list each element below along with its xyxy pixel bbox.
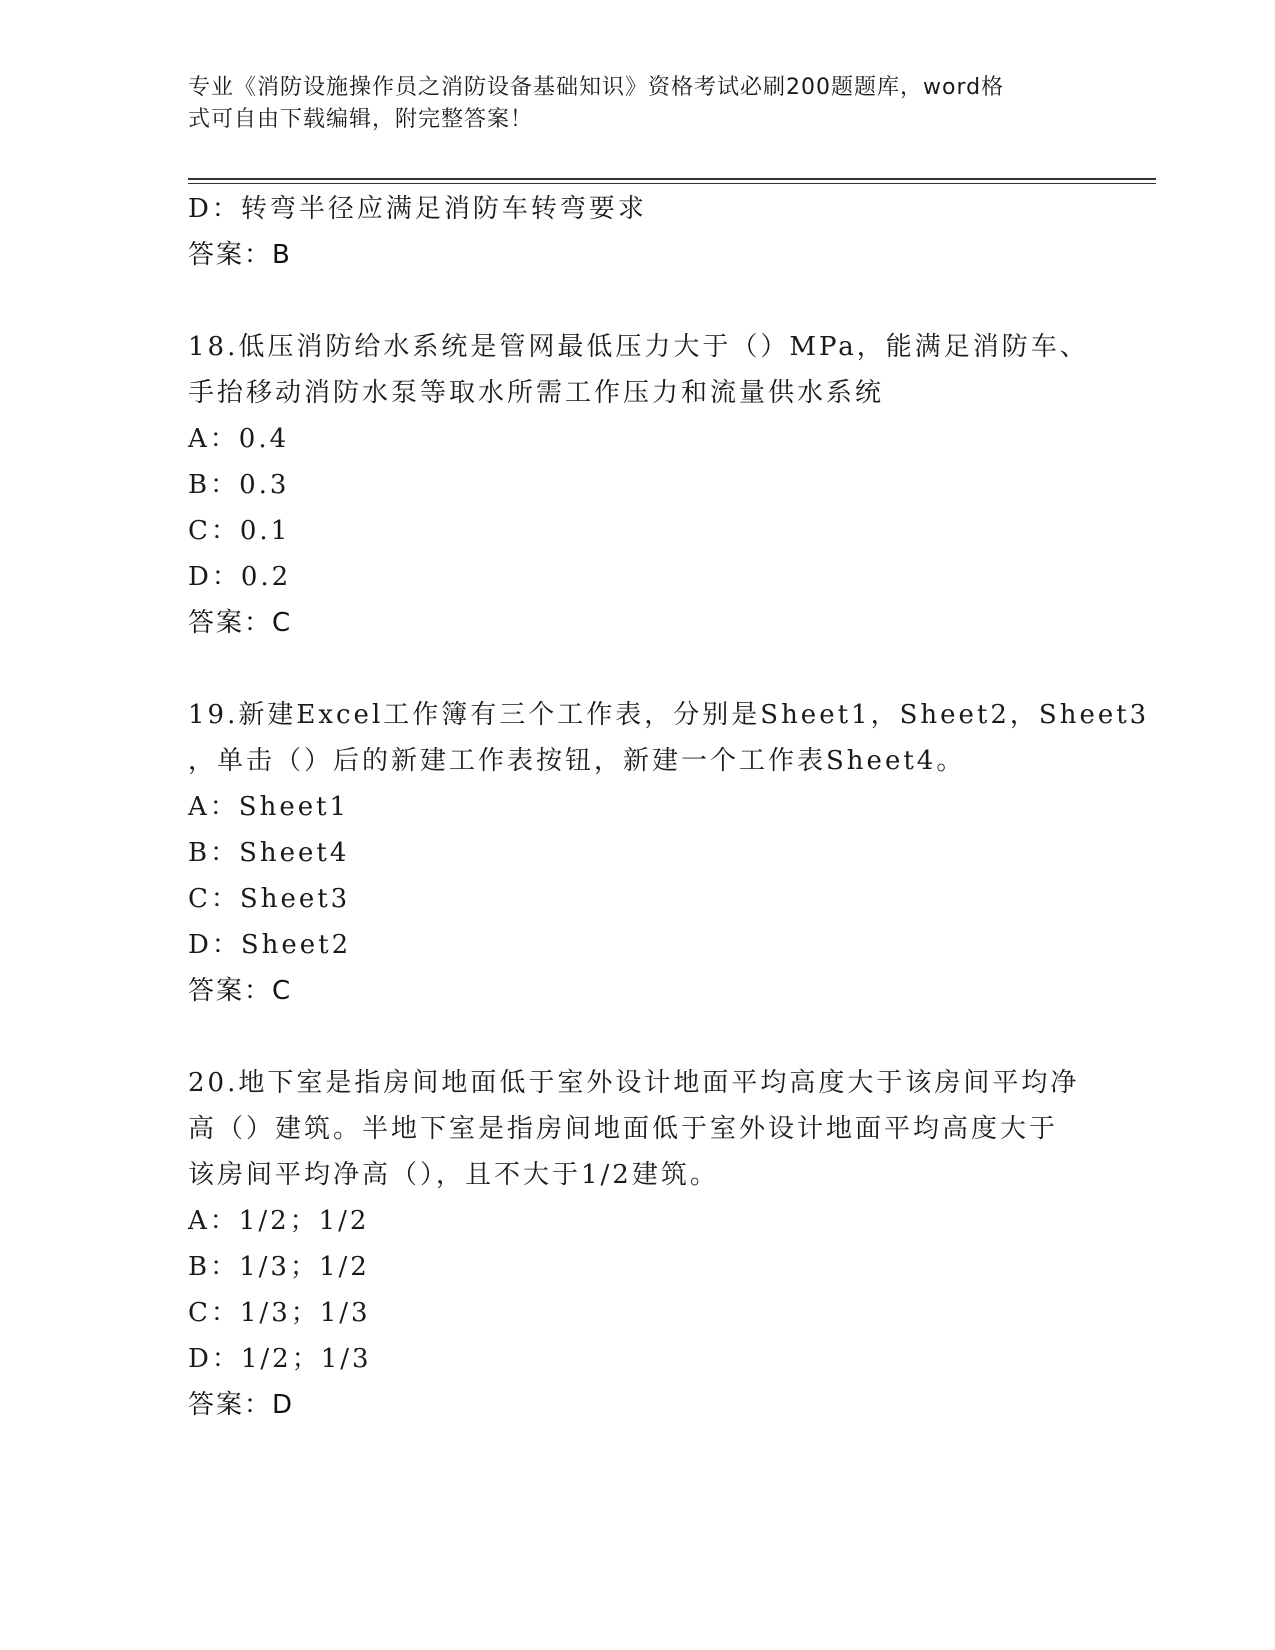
header-divider-thick: [188, 178, 1156, 180]
option-a: A：1/2；1/2: [188, 1206, 370, 1236]
document-header: [188, 72, 1068, 136]
question-stem-line: 高（）建筑。半地下室是指房间地面低于室外设计地面平均高度大于: [188, 1114, 1059, 1144]
option-b: B：0.3: [188, 470, 290, 500]
question-stem-line: 19.新建Excel工作簿有三个工作表，分别是Sheet1，Sheet2，Sheet3: [188, 700, 1150, 730]
spacer: [188, 278, 1108, 324]
header-line-2: 式可自由下载编辑，附完整答案！: [188, 107, 534, 132]
option-c: C：0.1: [188, 516, 291, 546]
question-stem-line: 18.低压消防给水系统是管网最低压力大于（）MPa，能满足消防车、: [188, 332, 1089, 362]
option-b: B：1/3；1/2: [188, 1252, 370, 1282]
option-a: A：0.4: [188, 424, 290, 454]
option-a: A：Sheet1: [188, 792, 350, 822]
answer-line: 答案：C: [188, 608, 293, 638]
option-d: D：1/2；1/3: [188, 1344, 372, 1374]
question-stem-line: 该房间平均净高（），且不大于1/2建筑。: [188, 1160, 719, 1190]
question-fragment: [188, 186, 1108, 278]
question-20: [188, 1060, 1108, 1428]
question-18: [188, 324, 1108, 646]
question-19: [188, 692, 1150, 1014]
option-d: D：0.2: [188, 562, 292, 592]
question-stem-line: ，单击（）后的新建工作表按钮，新建一个工作表Sheet4。: [188, 746, 966, 776]
question-stem-line: 20.地下室是指房间地面低于室外设计地面平均高度大于该房间平均净: [188, 1068, 1080, 1098]
answer-line: 答案：D: [188, 1390, 295, 1420]
spacer: [188, 646, 1108, 692]
spacer: [188, 1014, 1108, 1060]
answer-line: 答案：C: [188, 976, 293, 1006]
option-d: D：Sheet2: [188, 930, 352, 960]
header-divider-thin: [188, 183, 1156, 184]
question-list: [188, 186, 1150, 1428]
option-c: C：Sheet3: [188, 884, 351, 914]
option-b: B：Sheet4: [188, 838, 350, 868]
answer-line: 答案：B: [188, 240, 292, 270]
question-stem-line: 手抬移动消防水泵等取水所需工作压力和流量供水系统: [188, 378, 885, 408]
option-d: D：转弯半径应满足消防车转弯要求: [188, 194, 647, 224]
header-line-1: 专业《消防设施操作员之消防设备基础知识》资格考试必刷200题题库，word格: [188, 75, 1005, 100]
option-c: C：1/3；1/3: [188, 1298, 371, 1328]
